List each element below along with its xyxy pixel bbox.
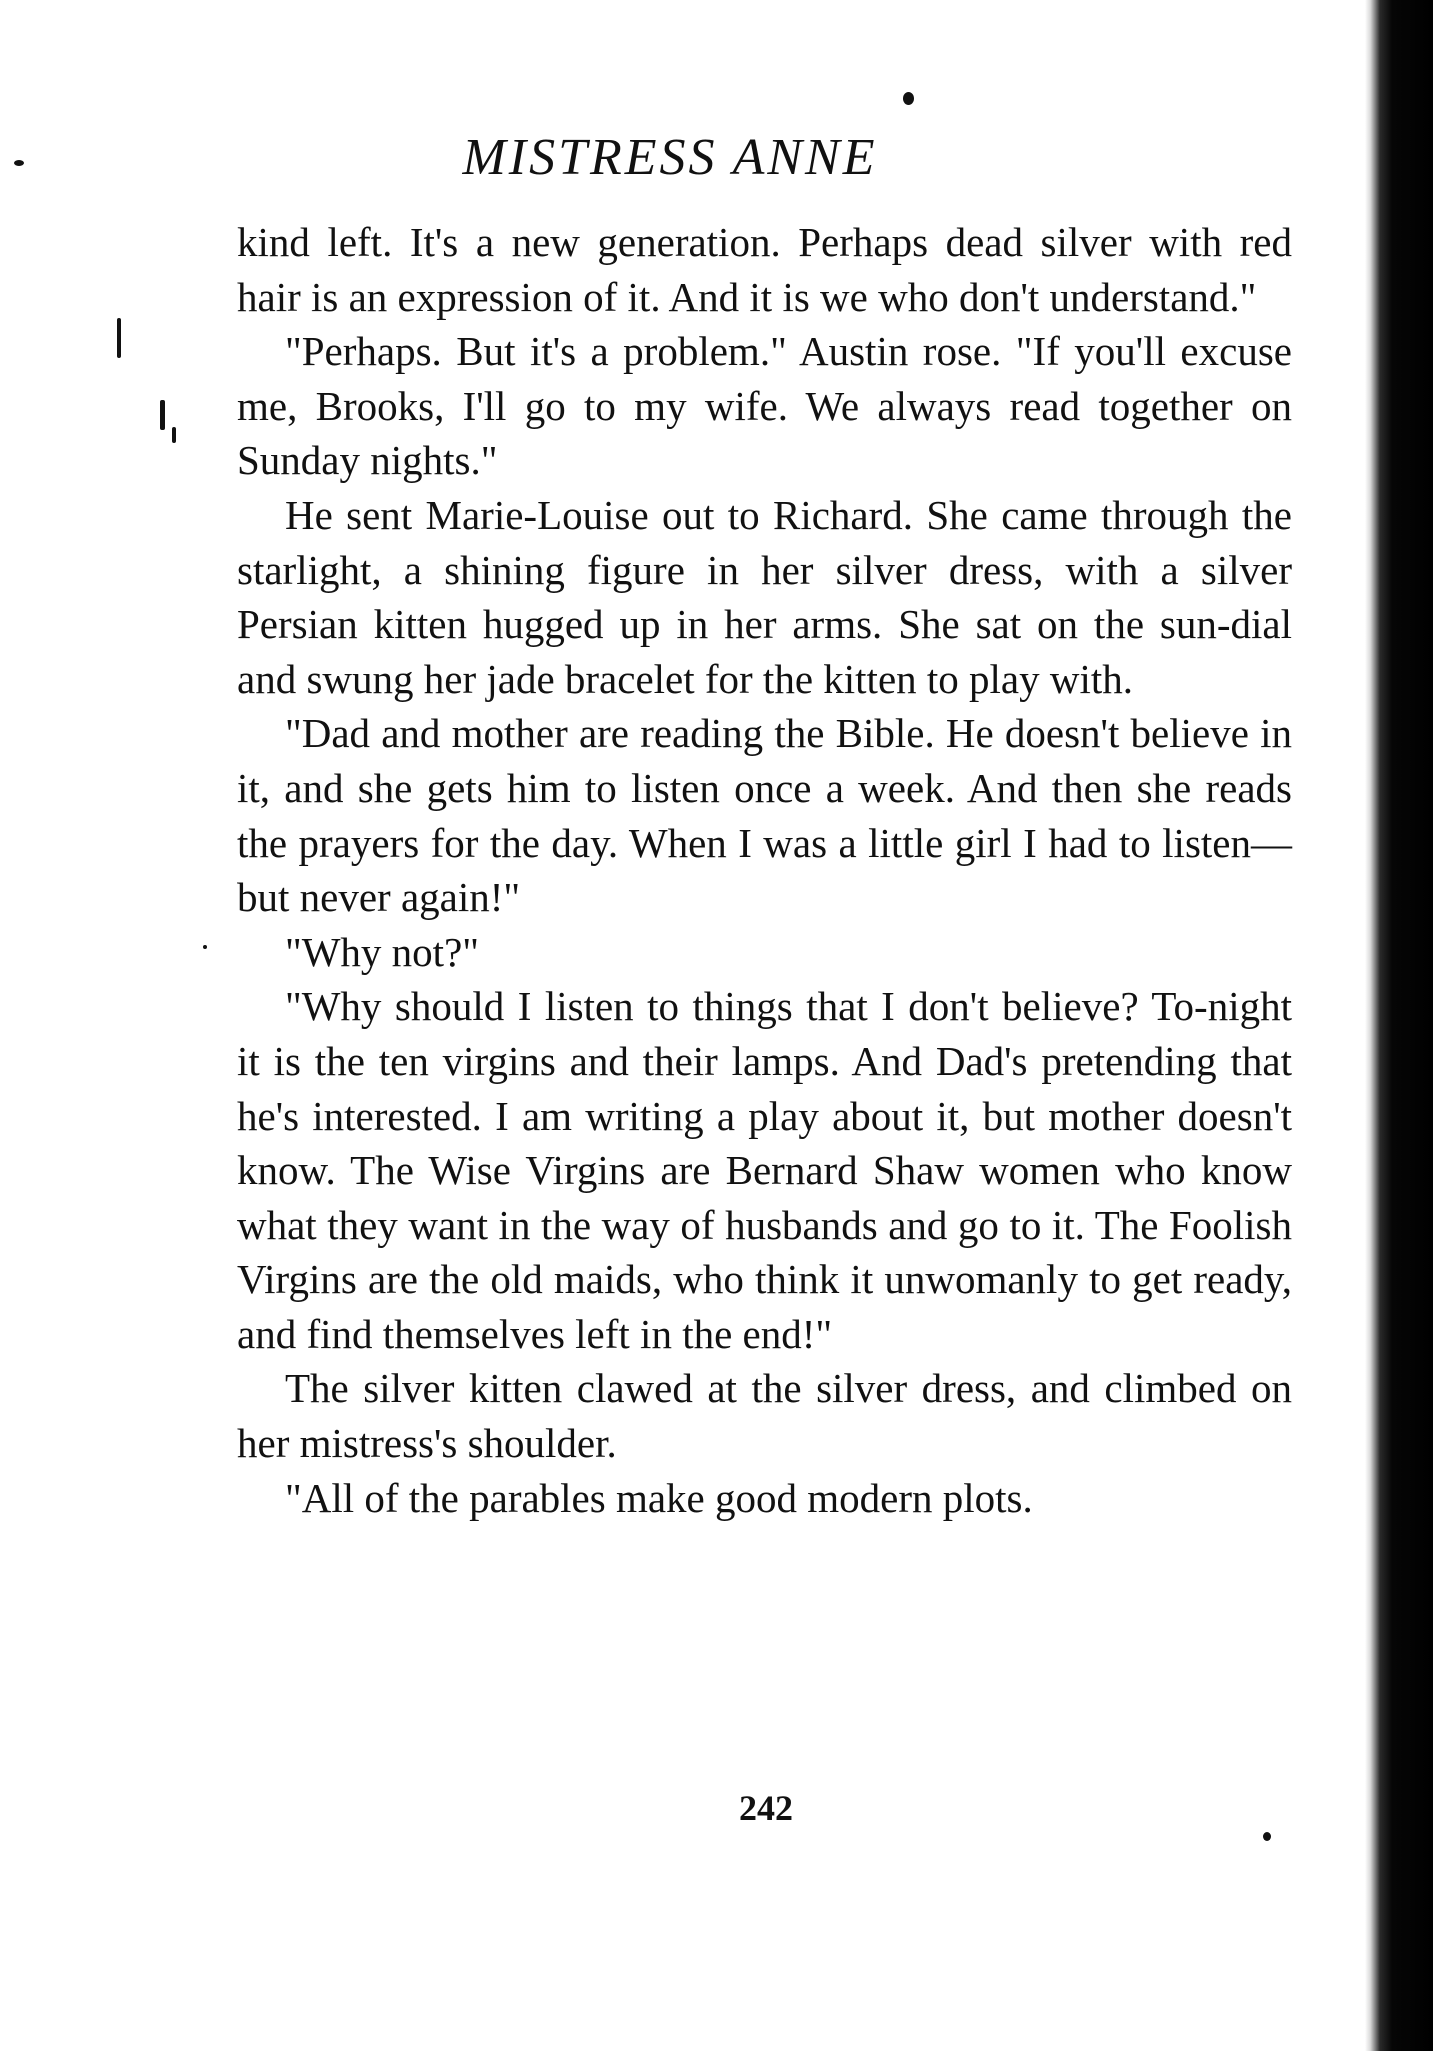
paragraph: He sent Marie-Louise out to Richard. She came through the starlight, a shining figure in her silver dress, with a silver Persian kitten hugged up in her arms. She sat on the sun-dial and swung her jade bracelet for the kitten to play with. [237, 491, 1292, 702]
binding-shadow [1365, 0, 1433, 2051]
paragraph: The silver kitten clawed at the silver dress, and climbed on her mistress's shoulder. [237, 1365, 1292, 1467]
ink-speck [172, 427, 176, 443]
running-head: MISTRESS ANNE [462, 129, 878, 186]
ink-speck [117, 318, 121, 358]
paragraph: kind left. It's a new generation. Perhaps dead silver with red hair is an expression of it. And it is we who don't understand." [237, 219, 1292, 320]
body-text [237, 215, 1292, 1525]
paragraph: "Perhaps. But it's a problem." Austin rose. "If you'll excuse me, Brooks, I'll go to my wife. We always read together on Sunday nights." [237, 328, 1292, 484]
paragraph: "Why should I listen to things that I don't believe? To-night it is the ten virgins and their lamps. And Dad's pretending that he's interested. I am writing a play about it, but mother doesn't know. The Wise Virgins are Bernard Shaw women who know what they want in the way of husbands and go to it. The Foolish Virgins are the old maids, who think it unwomanly to get ready, and find themselves left in the end!" [237, 983, 1292, 1357]
ink-speck [160, 400, 165, 430]
paragraph: "Dad and mother are reading the Bible. He doesn't believe in it, and she gets him to listen once a week. And then she reads the prayers for the day. When I was a little girl I had to listen—but never again!" [237, 710, 1292, 921]
page-number: 242 [739, 1788, 793, 1828]
ink-speck [903, 92, 914, 105]
ink-speck [203, 945, 207, 949]
paragraph: "Why not?" [285, 928, 480, 975]
ink-speck [1263, 1832, 1271, 1841]
paragraph: "All of the parables make good modern plots. [285, 1474, 1033, 1521]
